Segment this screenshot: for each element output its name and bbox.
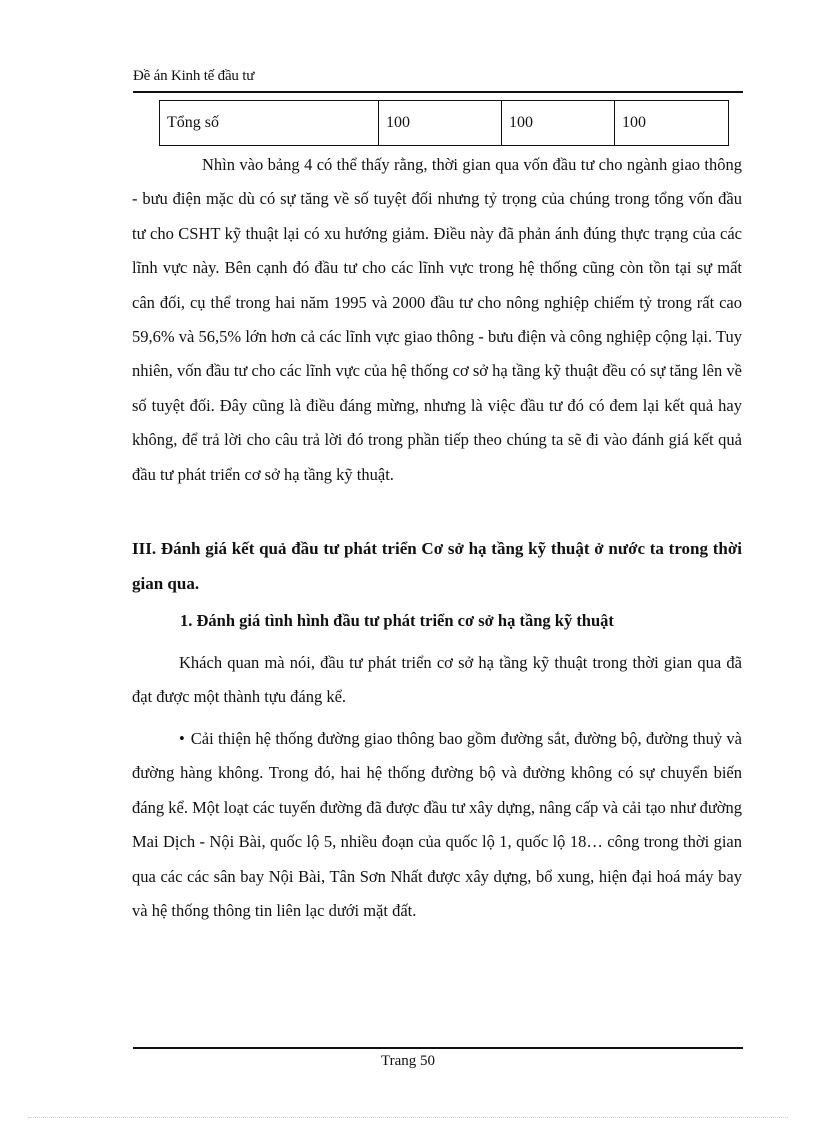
table-row <box>160 101 729 146</box>
bullet-paragraph <box>132 722 742 928</box>
document-header-title: Đề án Kinh tế đầu tư <box>133 68 255 84</box>
bullet-item <box>132 722 742 928</box>
paragraph-text: Nhìn vào bảng 4 có thể thấy rằng, thời gian qua vốn đầu tư cho ngành giao thông - bưu điện mặc dù có sự tăng về số tuyệt đối nhưng tỷ trọng của chúng trong tổng vốn đầu tư cho CSHT kỹ thuật lại có xu hướng giảm. Điều này đã phản ánh đúng thực trạng của các lĩnh vực này. Bên cạnh đó đầu tư cho các lĩnh vực trong hệ thống cũng còn tồn tại sự mất cân đối, cụ thể trong hai năm 1995 và 2000 đầu tư cho nông nghiệp chiếm tỷ trong rất cao 59,6% và 56,5% lớn hơn cả các lĩnh vực giao thông - bưu điện và công nghiệp cộng lại. Tuy nhiên, vốn đầu tư cho các lĩnh vực của hệ thống cơ sở hạ tầng kỹ thuật đều có sự tăng lên về số tuyệt đối. Đây cũng là điều đáng mừng, nhưng là việc đầu tư đó có đem lại kết quả hay không, để trả lời cho câu trả lời đó trong phần tiếp theo chúng ta sẽ đi vào đánh giá kết quả đầu tư phát triển cơ sở hạ tầng kỹ thuật. <box>132 155 742 484</box>
section-heading: III. Đánh giá kết quả đầu tư phát triển Cơ sở hạ tầng kỹ thuật ở nước ta trong thời gian qua. <box>132 539 742 593</box>
page-edge-dotted-line <box>28 1117 788 1118</box>
table-cell-value: 100 <box>502 101 615 146</box>
footer-divider <box>133 1047 743 1049</box>
paragraph-text: Khách quan mà nói, đầu tư phát triển cơ sở hạ tầng kỹ thuật trong thời gian qua đã đạt được một thành tựu đáng kể. <box>132 653 742 707</box>
page-number: Trang 50 <box>380 1053 436 1069</box>
summary-table <box>159 100 729 146</box>
table-cell-label: Tổng số <box>160 101 379 146</box>
header-divider <box>133 91 743 93</box>
bullet-text: Cải thiện hệ thống đường giao thông bao gồm đường sắt, đường bộ, đường thuỷ và đường hàng không. Trong đó, hai hệ thống đường bộ và đường không có sự chuyển biến đáng kể. Một loạt các tuyến đường đã được đầu tư xây dựng, nâng cấp và cải tạo như đường Mai Dịch - Nội Bài, quốc lộ 5, nhiều đoạn của quốc lộ 1, quốc lộ 18… công trong thời gian qua các các sân bay Nội Bài, Tân Sơn Nhất được xây dựng, bổ xung, hiện đại hoá máy bay và hệ thống thông tin liên lạc dưới mặt đất. <box>132 729 742 921</box>
table-cell-value: 100 <box>379 101 502 146</box>
table-cell-value: 100 <box>615 101 729 146</box>
subsection-heading: 1. Đánh giá tình hình đầu tư phát triển cơ sở hạ tầng kỹ thuật <box>180 611 614 630</box>
paragraph-analysis <box>132 148 742 492</box>
paragraph-achievement <box>132 646 742 715</box>
bullet-icon: • <box>179 729 185 748</box>
